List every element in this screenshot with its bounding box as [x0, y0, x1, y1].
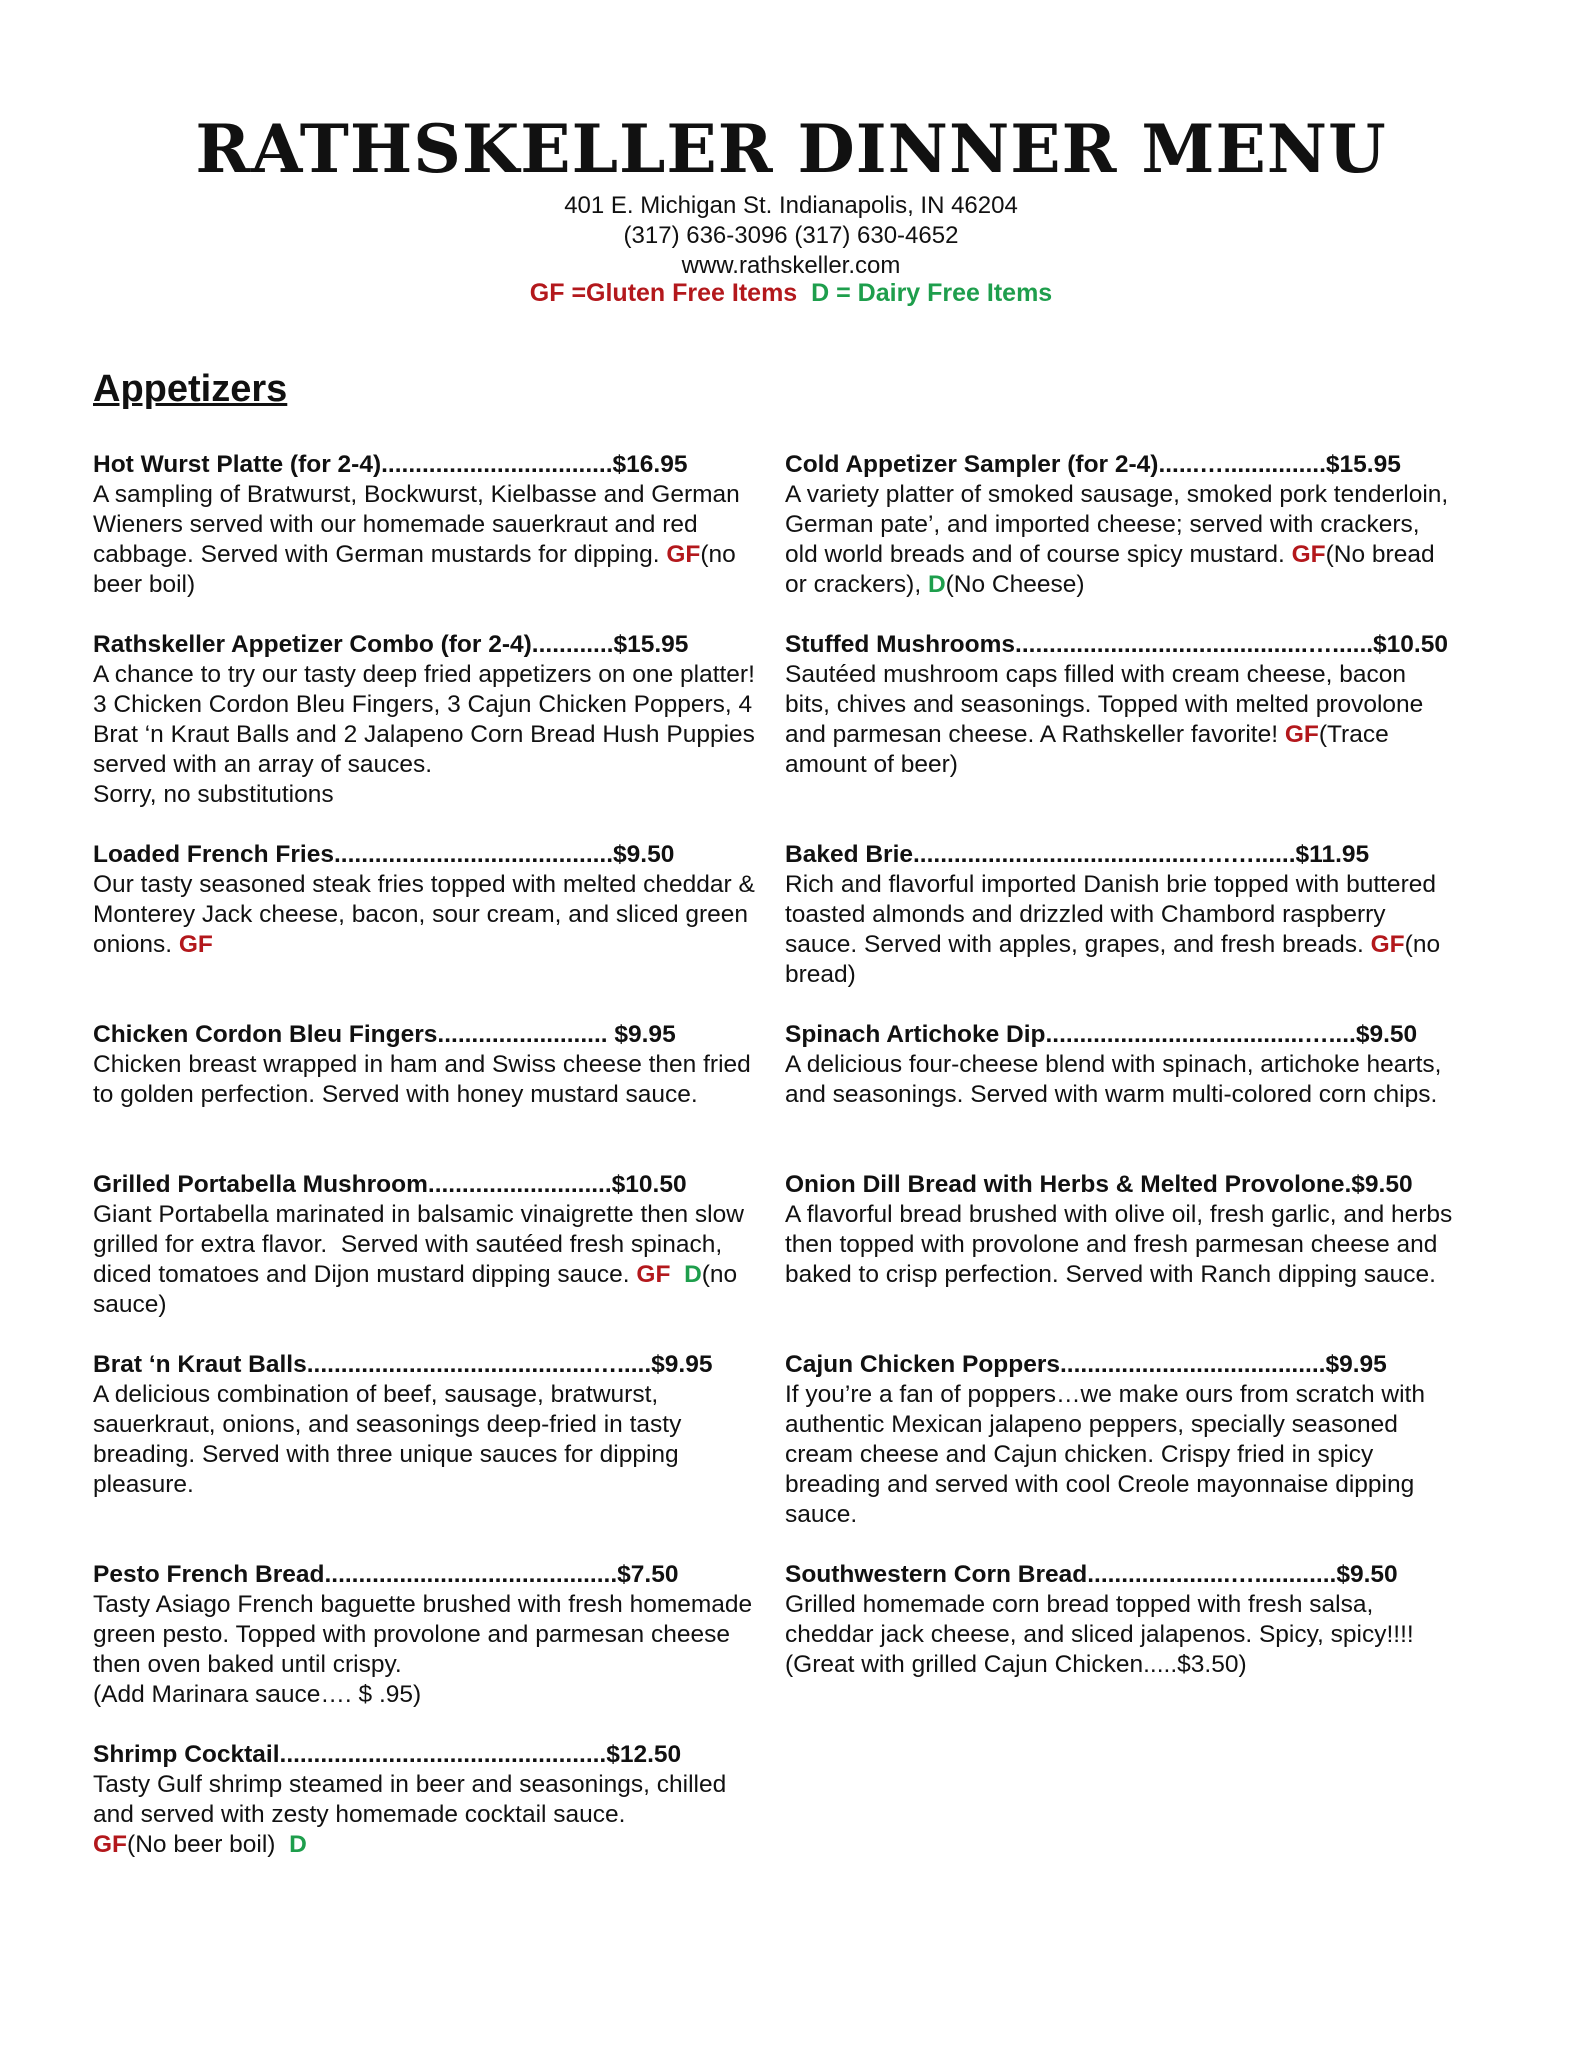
item-heading: Cajun Chicken Poppers.......................................$9.95	[785, 1351, 1387, 1378]
menu-item	[93, 1170, 763, 1320]
gluten-free-tag: GF	[93, 1831, 128, 1858]
gluten-free-tag: GF	[1370, 931, 1405, 958]
item-description: Grilled homemade corn bread topped with fresh salsa, cheddar jack cheese, and sliced jalapenos. Spicy, spicy!!!! (Great with grilled Cajun Chicken.....$3.50)	[785, 1591, 1414, 1678]
item-heading: Rathskeller Appetizer Combo (for 2-4)............$15.95	[93, 631, 689, 658]
menu-item	[93, 630, 763, 810]
item-description: A flavorful bread brushed with olive oil, fresh garlic, and herbs then topped with provolone and fresh parmesan cheese and baked to crisp perfection. Served with Ranch dipping sauce.	[785, 1201, 1453, 1288]
item-description: Tasty Asiago French baguette brushed with fresh homemade green pesto. Topped with provolone and parmesan cheese then oven baked until crispy. (Add Marinara sauce…. $ .95)	[93, 1591, 753, 1708]
item-heading: Onion Dill Bread with Herbs & Melted Provolone.$9.50	[785, 1171, 1413, 1198]
dairy-free-tag: D	[684, 1261, 702, 1288]
menu-item	[93, 1560, 763, 1710]
gluten-free-tag: GF	[1284, 721, 1319, 748]
description-text: Our tasty seasoned steak fries topped with melted cheddar & Monterey Jack cheese, bacon, sour cream, and sliced green onions.	[93, 871, 755, 958]
menu-title: RATHSKELLER DINNER MENU	[195, 110, 1387, 188]
item-heading: Pesto French Bread...........................................$7.50	[93, 1561, 679, 1588]
tag-note: (Trace amount of beer)	[785, 721, 1389, 778]
item-description	[93, 870, 763, 960]
item-description: A delicious four-cheese blend with spinach, artichoke hearts, and seasonings. Served with warm multi-colored corn chips.	[785, 1051, 1442, 1108]
tag-note: (No beer boil)	[127, 1831, 290, 1858]
menu-item	[785, 1170, 1455, 1290]
description-text: Tasty Gulf shrimp steamed in beer and seasonings, chilled and served with zesty homemade cocktail sauce.	[93, 1771, 727, 1828]
dairy-free-tag: D	[927, 571, 946, 598]
tag-note: (No Cheese)	[945, 571, 1085, 598]
item-heading: Chicken Cordon Bleu Fingers......................... $9.95	[93, 1021, 676, 1048]
tag-note: (no bread)	[785, 931, 1441, 988]
menu-item	[93, 1020, 763, 1110]
website: www.rathskeller.com	[681, 252, 901, 279]
item-heading: Grilled Portabella Mushroom...........................$10.50	[93, 1171, 687, 1198]
address: 401 E. Michigan St. Indianapolis, IN 46204	[564, 192, 1018, 219]
item-heading: Shrimp Cocktail................................................$12.50	[93, 1741, 682, 1768]
gluten-free-tag: GF	[178, 931, 213, 958]
tag-note: (No bread or crackers),	[785, 541, 1435, 598]
item-heading: Brat ‘n Kraut Balls..........................................….....$9.95	[93, 1351, 713, 1378]
item-heading: Hot Wurst Platte (for 2-4)..................................$16.95	[93, 451, 688, 478]
item-heading: Loaded French Fries.........................................$9.50	[93, 841, 675, 868]
tag-note: (no sauce)	[93, 1261, 744, 1318]
menu-item	[93, 840, 763, 960]
item-description	[785, 870, 1455, 990]
item-description	[785, 660, 1455, 780]
item-description	[93, 1200, 763, 1320]
item-heading: Spinach Artichoke Dip......................................…....$9.50	[785, 1021, 1418, 1048]
item-heading: Cold Appetizer Sampler (for 2-4)......…...............$15.95	[785, 451, 1401, 478]
item-description	[93, 480, 763, 600]
item-heading: Baked Brie..........................................….…......$11.95	[785, 841, 1370, 868]
dietary-legend	[0, 279, 1582, 308]
menu-item	[785, 1560, 1455, 1680]
item-description	[93, 1770, 763, 1860]
item-description: If you’re a fan of poppers…we make ours from scratch with authentic Mexican jalapeno peppers, specially seasoned cream cheese and Cajun chicken. Crispy fried in spicy breading and served with cool Creole mayonnaise dipping sauce.	[785, 1381, 1425, 1528]
gluten-free-tag: GF	[636, 1261, 671, 1288]
legend-dairy-free: D = Dairy Free Items	[811, 279, 1053, 307]
gluten-free-tag: GF	[666, 541, 701, 568]
menu-item	[785, 450, 1455, 600]
legend-gluten-free: GF =Gluten Free Items	[529, 279, 798, 307]
description-text: Rich and flavorful imported Danish brie topped with buttered toasted almonds and drizzled with Chambord raspberry sauce. Served with apples, grapes, and fresh breads.	[785, 871, 1436, 958]
item-description: A chance to try our tasty deep fried appetizers on one platter! 3 Chicken Cordon Bleu Fingers, 3 Cajun Chicken Poppers, 4 Brat ‘n Kraut Balls and 2 Jalapeno Corn Bread Hush Puppies served with an array of sauces. Sorry, no substitutions	[93, 661, 755, 808]
tag-note: (no beer boil)	[93, 541, 736, 598]
item-description: A delicious combination of beef, sausage, bratwurst, sauerkraut, onions, and seasonings deep-fried in tasty breading. Served with three unique sauces for dipping pleasure.	[93, 1381, 682, 1498]
item-heading: Southwestern Corn Bread.....................…............$9.50	[785, 1561, 1398, 1588]
menu-item	[785, 630, 1455, 780]
phone-numbers: (317) 636-3096 (317) 630-4652	[623, 222, 959, 249]
item-description: Chicken breast wrapped in ham and Swiss cheese then fried to golden perfection. Served with honey mustard sauce.	[93, 1051, 751, 1108]
menu-item	[93, 1350, 763, 1500]
menu-item	[93, 1740, 763, 1860]
item-description	[785, 480, 1455, 600]
menu-item	[785, 1020, 1455, 1110]
menu-item	[93, 450, 763, 600]
menu-item	[785, 840, 1455, 990]
description-text: Giant Portabella marinated in balsamic vinaigrette then slow grilled for extra flavor. Served with sautéed fresh spinach, diced tomatoes and Dijon mustard dipping sauce.	[93, 1201, 751, 1288]
item-heading: Stuffed Mushrooms...........................................…......$10.50	[785, 631, 1448, 658]
menu-item	[785, 1350, 1455, 1530]
description-text: Sautéed mushroom caps filled with cream cheese, bacon bits, chives and seasonings. Topped with melted provolone and parmesan cheese. A Rathskeller favorite!	[785, 661, 1424, 748]
tag-note	[670, 1261, 684, 1288]
section-title: Appetizers	[93, 368, 288, 410]
gluten-free-tag: GF	[1291, 541, 1326, 568]
description-text: A sampling of Bratwurst, Bockwurst, Kielbasse and German Wieners served with our homemade sauerkraut and red cabbage. Served with German mustards for dipping.	[93, 481, 740, 568]
description-text: A variety platter of smoked sausage, smoked pork tenderloin, German pate’, and imported cheese; served with crackers, old world breads and of course spicy mustard.	[785, 481, 1449, 568]
dairy-free-tag: D	[289, 1831, 307, 1858]
